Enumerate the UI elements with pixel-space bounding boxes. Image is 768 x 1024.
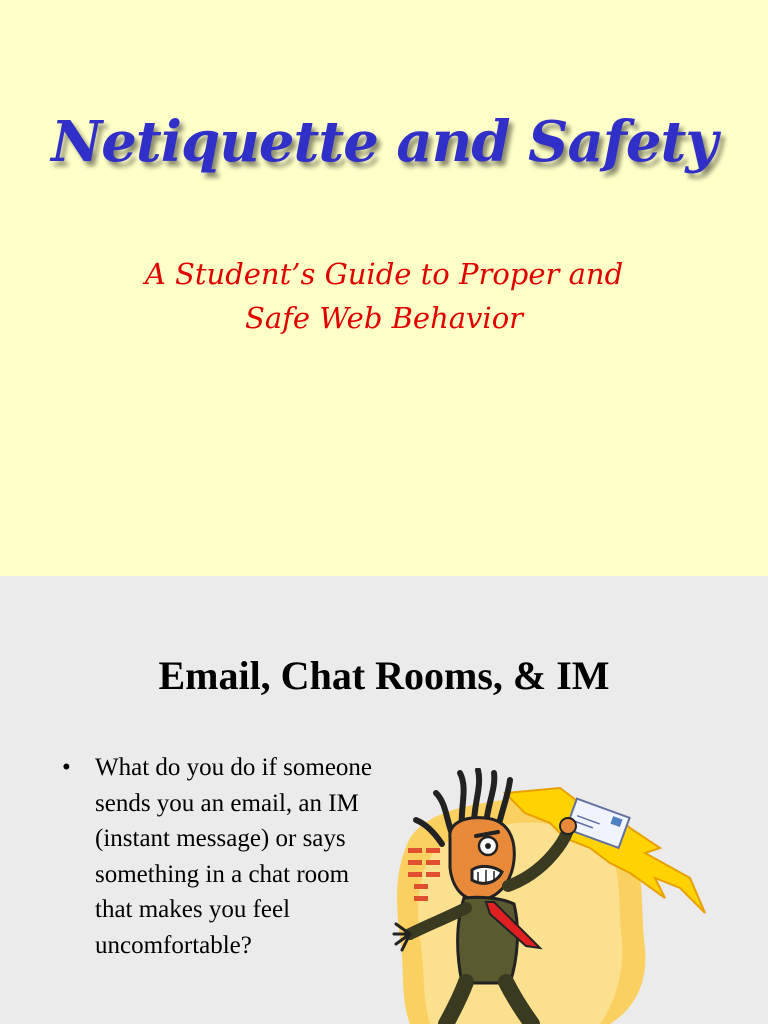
slide-subtitle [0,252,768,340]
slide-title: Netiquette and Safety [51,109,717,175]
slide-heading: Email, Chat Rooms, & IM [158,653,610,698]
content-slide [0,576,768,1024]
bullet-marker: • [62,754,71,781]
subtitle-line-2: Safe Web Behavior [244,301,524,335]
bullet-text: What do you do if someone sends you an email, an IM (instant message) or says something in a chat room that makes you feel uncomfortable? [95,754,373,959]
subtitle-line-1: A Student’s Guide to Proper and [144,257,624,291]
bullet-list [60,750,380,963]
angry-man-email-illustration [390,768,720,1024]
bullet-item [60,750,380,963]
